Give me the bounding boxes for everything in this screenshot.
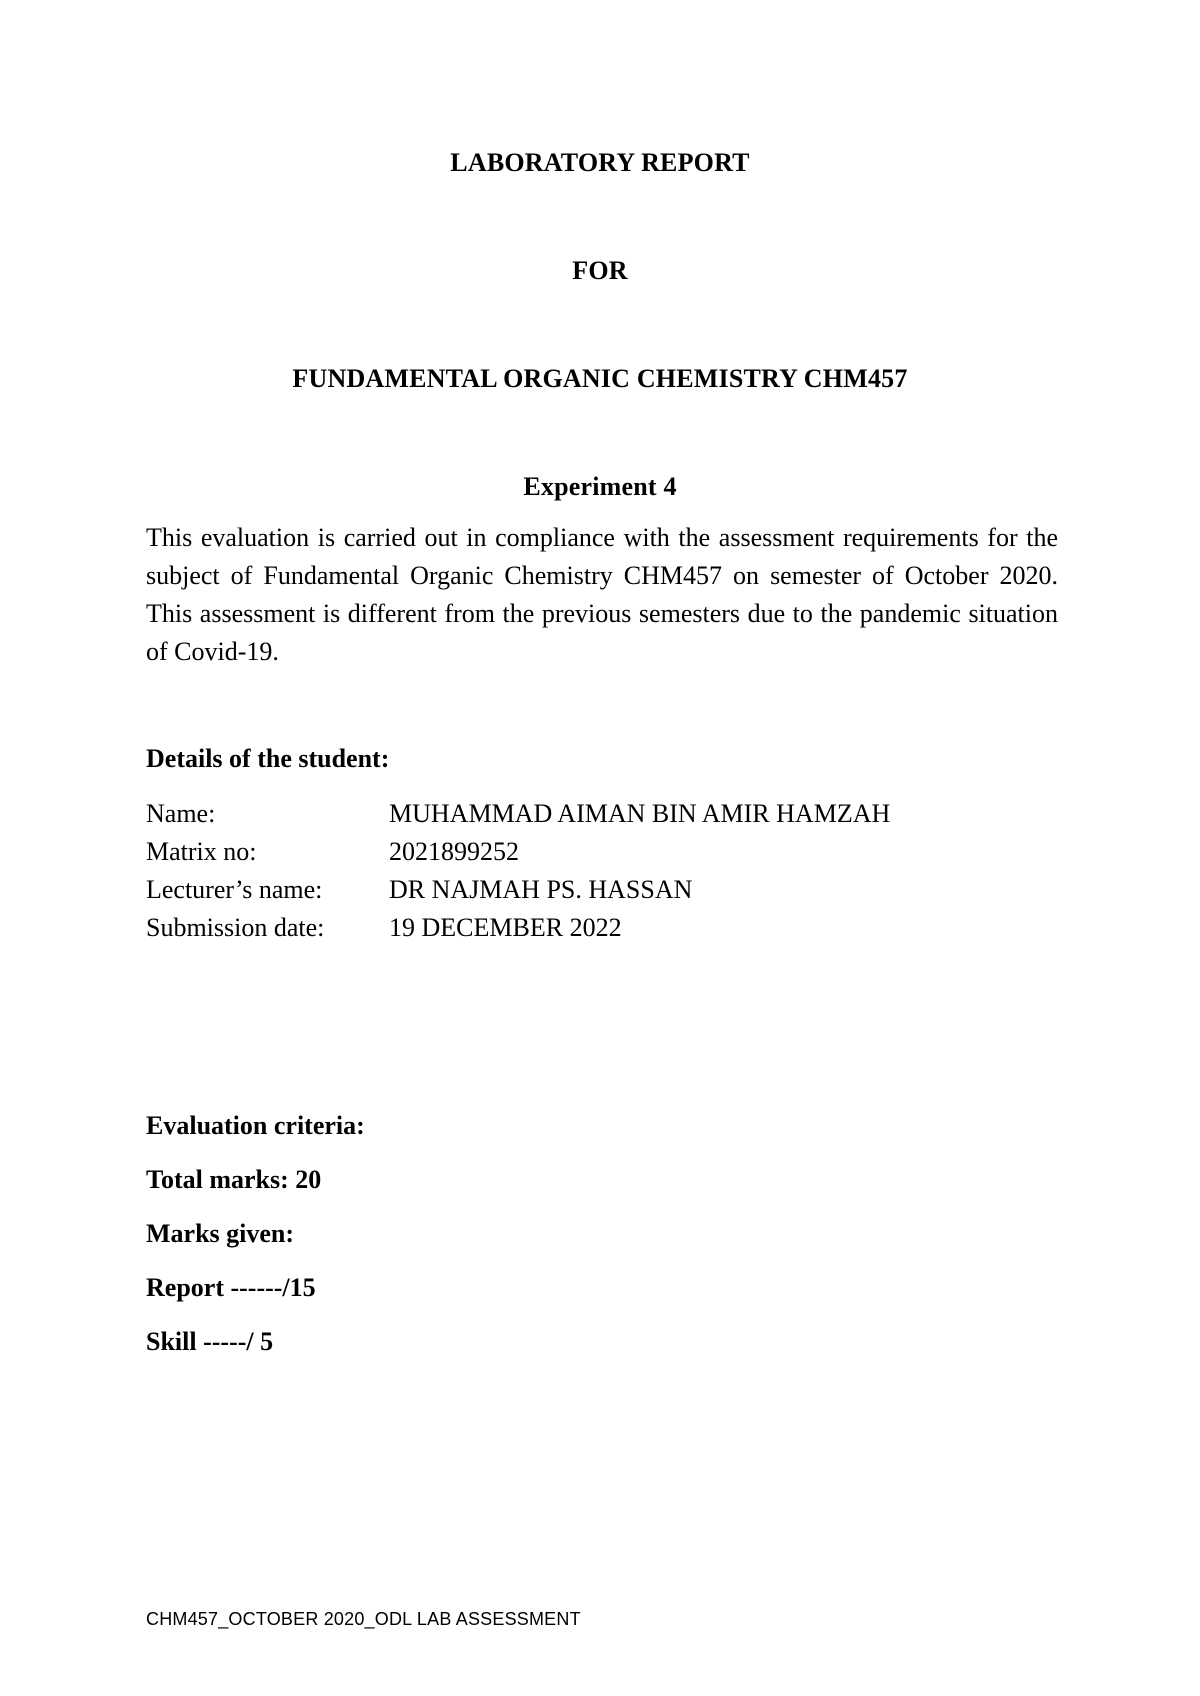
detail-label: Matrix no: — [146, 837, 257, 866]
experiment-title: Experiment 4 — [523, 472, 677, 501]
report-for: FOR — [572, 256, 628, 285]
detail-value: DR NAJMAH PS. HASSAN — [389, 875, 693, 904]
evaluation-heading: Evaluation criteria: — [146, 1111, 365, 1140]
detail-label: Name: — [146, 799, 216, 828]
detail-value: 19 DECEMBER 2022 — [389, 913, 622, 942]
page-footer: CHM457_OCTOBER 2020_ODL LAB ASSESSMENT — [146, 1609, 581, 1629]
report-title: LABORATORY REPORT — [450, 148, 750, 177]
student-details-heading: Details of the student: — [146, 744, 390, 773]
skill-marks: Skill -----/ 5 — [146, 1327, 274, 1356]
intro-paragraph: This evaluation is carried out in compliance with the assessment requirements for the subject of Fundamental Organic Chemistry CHM457 on semester of October 2020. This assessment is different from the previous semesters due to the pandemic situation of Covid-19. — [146, 523, 1058, 666]
marks-given: Marks given: — [146, 1219, 295, 1248]
total-marks: Total marks: 20 — [146, 1165, 322, 1194]
detail-label: Submission date: — [146, 913, 325, 942]
detail-label: Lecturer’s name: — [146, 875, 323, 904]
report-marks: Report ------/15 — [146, 1273, 316, 1302]
detail-value: 2021899252 — [389, 837, 519, 866]
course-title: FUNDAMENTAL ORGANIC CHEMISTRY CHM457 — [292, 364, 908, 393]
detail-value: MUHAMMAD AIMAN BIN AMIR HAMZAH — [389, 799, 891, 828]
